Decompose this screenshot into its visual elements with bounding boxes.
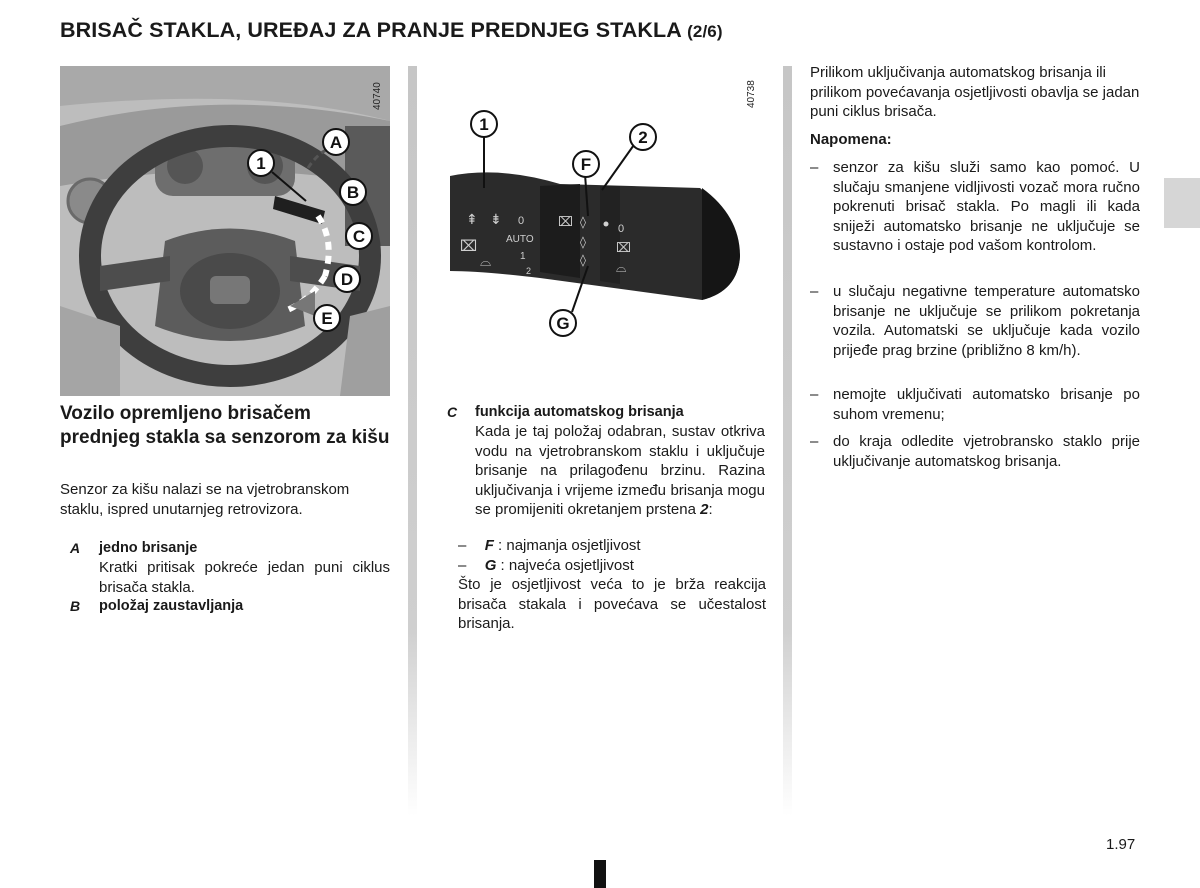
page-number: 1.97 bbox=[1106, 836, 1136, 853]
svg-text:G: G bbox=[556, 314, 570, 333]
item-name-c: funkcija automatskog brisanja bbox=[475, 404, 684, 420]
title-page-fraction: (2/6) bbox=[687, 22, 723, 41]
column3-intro: Prilikom uključivanja automatskog brisanja ili prilikom povećavanja osjetljivosti obavlja se jadan puni ciklus brisača. bbox=[810, 64, 1140, 120]
callout-2 bbox=[630, 124, 656, 150]
section-thumb-tab bbox=[1164, 178, 1200, 228]
svg-text:F: F bbox=[580, 155, 592, 174]
figure-code-left: 40740 bbox=[372, 82, 383, 110]
svg-text:1: 1 bbox=[520, 251, 526, 262]
note-bullet-3: – nemojte uključivati automatsko brisanje po suhom vremenu; bbox=[810, 386, 1140, 423]
svg-text:0: 0 bbox=[518, 215, 525, 227]
note-bullet-4: – do kraja odledite vjetrobransko staklo prije uključivanje automatskog brisanja. bbox=[810, 433, 1140, 470]
column1-intro: Senzor za kišu nalazi se na vjetrobranskom staklu, ispred unutarnjeg retrovizora. bbox=[60, 481, 350, 518]
callout-c bbox=[346, 223, 372, 249]
callout-g bbox=[550, 310, 576, 336]
sublist-item-g: – G : najveća osjetljivost bbox=[458, 556, 634, 574]
wiper-stalk-illustration bbox=[440, 66, 770, 366]
item-letter-a: A bbox=[70, 540, 81, 556]
left-figure-callouts bbox=[60, 66, 390, 396]
svg-text:A: A bbox=[329, 133, 343, 152]
ring-reference: 2 bbox=[700, 501, 709, 518]
item-name-a: jedno brisanje bbox=[99, 540, 198, 556]
item-desc-c: Kada je taj položaj odabran, sustav otkriva vodu na vjetrobranskom staklu i uključuje brisanje na prilagođenu brzinu. Razina uključivanja i vrijeme između brisanja mogu se promijeniti okretanjem prstena 2: bbox=[475, 423, 765, 518]
svg-text:AUTO: AUTO bbox=[506, 234, 534, 245]
svg-text:E: E bbox=[321, 309, 333, 328]
note-bullet-1: – senzor za kišu služi samo kao pomoć. U slučaju smanjene vidljivosti vozač mora ručno pokrenuti brisač stakla. Po magli ili kada sniježi automatsko brisanje ne uključuje se sustavno i ostaje pod vašom kontrolom. bbox=[810, 159, 1140, 254]
svg-text:2: 2 bbox=[526, 266, 532, 276]
callout-1-right bbox=[471, 111, 497, 137]
section-heading: Vozilo opremljeno brisačem prednjeg stakla sa senzorom za kišu bbox=[60, 403, 390, 448]
wiper-stalk-figure bbox=[440, 66, 770, 366]
title-text: BRISAČ STAKLA, UREĐAJ ZA PRANJE PREDNJEG STAKLA bbox=[60, 18, 682, 42]
svg-text:⌧: ⌧ bbox=[558, 215, 573, 230]
svg-text:◊: ◊ bbox=[580, 215, 586, 229]
item-name-b: položaj zaustavljanja bbox=[99, 598, 244, 614]
callout-1-left bbox=[248, 150, 274, 176]
item-letter-b: B bbox=[70, 598, 81, 614]
callout-d bbox=[334, 266, 360, 292]
svg-text:1: 1 bbox=[256, 154, 266, 173]
sublist-item-f: – F : najmanja osjetljivost bbox=[458, 537, 641, 554]
column-divider-right bbox=[783, 66, 792, 816]
callout-b bbox=[340, 179, 366, 205]
column-divider-left bbox=[408, 66, 417, 816]
definition-item-b bbox=[70, 597, 390, 617]
item-letter-c: C bbox=[447, 404, 458, 420]
svg-text:◊: ◊ bbox=[580, 235, 586, 249]
sensitivity-note: Što je osjetljivost veća to je brža reakcija brisača stakala i povećava se učestalost brisanja. bbox=[458, 576, 766, 632]
svg-text:1: 1 bbox=[479, 115, 489, 134]
callout-f bbox=[573, 151, 599, 177]
definition-item-c bbox=[447, 403, 765, 543]
figure-code-right: 40738 bbox=[746, 80, 757, 108]
svg-text:⌧: ⌧ bbox=[460, 237, 478, 255]
svg-text:⇞: ⇞ bbox=[466, 212, 478, 228]
steering-wheel-photo bbox=[60, 66, 390, 396]
svg-text:⇟: ⇟ bbox=[490, 212, 502, 228]
callout-a bbox=[323, 129, 349, 155]
svg-text:⌓: ⌓ bbox=[480, 254, 492, 270]
svg-text:◊: ◊ bbox=[580, 253, 586, 267]
callout-e bbox=[314, 305, 340, 331]
item-desc-a: Kratki pritisak pokreće jedan puni ciklus brisača stakla. bbox=[99, 559, 390, 596]
page-title bbox=[60, 18, 723, 43]
svg-text:0: 0 bbox=[618, 223, 625, 235]
svg-text:⌓: ⌓ bbox=[616, 261, 627, 276]
note-label: Napomena: bbox=[810, 131, 892, 148]
footer-mark bbox=[594, 860, 606, 888]
svg-text:⌧: ⌧ bbox=[616, 241, 631, 256]
svg-text:B: B bbox=[346, 183, 360, 202]
svg-text:2: 2 bbox=[638, 128, 648, 147]
svg-text:C: C bbox=[352, 227, 366, 246]
sensitivity-sublist bbox=[458, 536, 766, 634]
svg-text:D: D bbox=[340, 270, 354, 289]
note-bullet-2: – u slučaju negativne temperature automatsko brisanje ne uključuje se prilikom pokretanja vozila. Automatski se uključuje kada vozilo prijeđe prag brzine (približno 8 km/h). bbox=[810, 283, 1140, 359]
definition-item-a bbox=[70, 539, 390, 596]
